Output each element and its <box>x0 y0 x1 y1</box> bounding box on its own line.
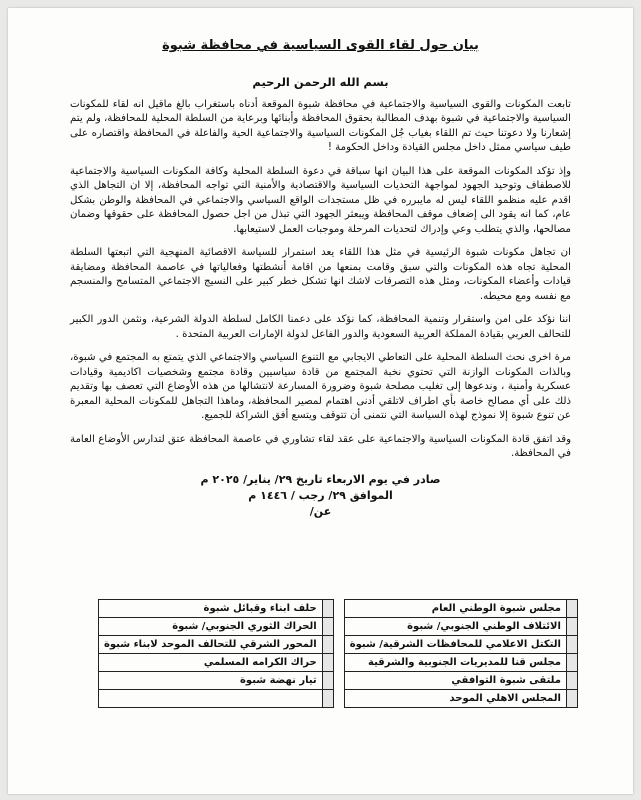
signatory-name <box>99 690 323 708</box>
document-page <box>8 8 633 794</box>
column-gap <box>333 690 344 708</box>
table-row <box>99 690 578 708</box>
hijri-date: الموافق ٢٩/ رجب / ١٤٤٦ م <box>248 488 393 502</box>
signatory-name: ملتقى شبوة التوافقي <box>344 672 566 690</box>
signature-cell <box>566 654 577 672</box>
signatory-name: حراك الكرامه المسلمي <box>99 654 323 672</box>
statement-title: بيان حول لقاء القوى السياسية في محافظة شبوة <box>162 38 479 53</box>
table-row <box>99 636 578 654</box>
paragraph-2: وإذ تؤكد المكونات الموقعة على هذا البيان انها سباقة في دعوة السلطة المحلية وكافة المكونات السياسية والاجتماعية للاصطفاف وتوحيد الجهود لمواجهة التحديات السياسية والاقتصادية والأمنية التي تواجه المحافظة، إلا ان التجاهل الذي اقدم عليه منظمو اللقاء ليس له مايبرره في ظل مستجدات الواقع السياسي والاجتماعي في المحافظة والوطن بشكل عام، كما انه يقود الى إضعاف موقف المحافظة ويبعثر الجهود التي تبذل من اجل حصول المحافظة على حقوقها وضمان مصالحها، والذي يتطلب وعي وإدراك لتحديات المرحلة وموجبات العمل لاستيعابها. <box>70 165 571 235</box>
signatory-name: الائتلاف الوطني الجنوبي/ شبوة <box>344 618 566 636</box>
signatory-name: تيار نهضة شبوة <box>99 672 323 690</box>
paragraph-3: ان تجاهل مكونات شبوة الرئيسية في مثل هذا اللقاء يعد استمرار للسياسة الاقصائية المنهجية التي اتبعتها السلطة المحلية تجاه هذه المكونات والتي سبق وقامت بمنعها من اقامة أنشطتها وفعالياتها في عاصمة المحافظة ومضايقة قيادات وأعضاء المكونات، ومثل هذه التصرفات لاشك انها تشكل خطر كبير على النسيج الاجتماعي المتسامح والمنسجم مع نفسه ومع محيطه. <box>70 247 571 302</box>
signature-cell <box>566 690 577 708</box>
signatory-name: مجلس شبوة الوطني العام <box>344 600 566 618</box>
signatory-name: مجلس قنا للمديريات الجنوبية والشرقية <box>344 654 566 672</box>
signatory-name: حلف ابناء وقبائل شبوة <box>99 600 323 618</box>
column-gap <box>333 672 344 690</box>
signature-cell <box>566 636 577 654</box>
signature-cell <box>566 600 577 618</box>
signature-cell <box>322 636 333 654</box>
column-gap <box>333 654 344 672</box>
on-behalf-label: عن/ <box>309 504 332 518</box>
column-gap <box>333 618 344 636</box>
issue-date-block <box>70 472 571 520</box>
signature-cell <box>322 618 333 636</box>
signature-cell <box>322 654 333 672</box>
issue-date: صادر في يوم الاربعاء تاريخ ٢٩/ يناير/ ٢٠٢٥ م <box>200 472 441 486</box>
signatory-name: المحور الشرقي للتحالف الموحد لابناء شبوة <box>99 636 323 654</box>
table-row <box>99 672 578 690</box>
table-row <box>99 618 578 636</box>
basmala: بسم الله الرحمن الرحيم <box>252 75 389 89</box>
signatories-table <box>98 599 578 708</box>
signatory-name: الحراك الثوري الجنوبي/ شبوة <box>99 618 323 636</box>
table-row <box>99 654 578 672</box>
table-row <box>99 600 578 618</box>
statement-body <box>70 38 571 519</box>
paragraph-6: وقد اتفق قادة المكونات السياسية والاجتماعية على عقد لقاء تشاوري في عاصمة المحافظة عتق لتدارس الأوضاع العامة في المحافظة. <box>70 433 571 460</box>
signature-cell <box>322 672 333 690</box>
paragraph-5: مرة اخرى نحث السلطة المحلية على التعاطي الايجابي مع التنوع السياسي والاجتماعي الذي يتمتع به المجتمع في شبوة، وبالذات المكونات الوازنة التي تحتوي نخبة المجتمع من قادة سياسيين وقادة مجتمع وشخصيات اكاديمية وقيادات عسكرية وأمنية ، وندعوها إلى تغليب مصلحة شبوة وضرورة المسارعة لانتشالها من هذه الأوضاع التي تعصف بها وتقديم ذلك على أي مصالح خاصة بأي اطراف لاتلقي أدنى اهتمام لمصير المحافظة، وماهذا التجاهل للمكونات المحلية المعبرة عن تنوع شبوة إلا نموذج لهذه السياسة التي نتمنى أن تتوقف ويتسع أفق الشراكة للجميع. <box>70 352 571 422</box>
signature-cell <box>566 672 577 690</box>
signature-cell <box>322 600 333 618</box>
signature-cell <box>566 618 577 636</box>
signature-cell <box>322 690 333 708</box>
paragraph-4: اننا نؤكد على امن واستقرار وتنمية المحافظة، كما نؤكد على دعمنا الكامل لسلطة الدولة الشرعية، ونثمن الدور الكبير للتحالف العربي بقيادة المملكة العربية السعودية والدور الفاعل لدولة الإمارات العربية المتحدة . <box>70 314 571 340</box>
column-gap <box>333 600 344 618</box>
column-gap <box>333 636 344 654</box>
signatory-name: المجلس الاهلي الموحد <box>344 690 566 708</box>
signatory-name: التكتل الاعلامي للمحافظات الشرقية/ شبوة <box>344 636 566 654</box>
paragraph-1: تابعت المكونات والقوى السياسية والاجتماعية في محافظة شبوة الموقعة أدناه باستغراب بالغ ماقيل انه لقاء للمكونات السياسية والاجتماعية في شبوة بهدف المطالبة بحقوق المحافظة وأبنائها وبرعاية من السلطة المحلية للمحافظة، ولم يتم إشعارنا ولا دعوتنا حيث تم اللقاء بغياب جُل المكونات السياسية والاجتماعية الحية والفاعلة في المحافظة واقتصاره على طيف سياسي ممثل داخل مجلس القيادة وداخل الحكومة ! <box>70 99 571 154</box>
